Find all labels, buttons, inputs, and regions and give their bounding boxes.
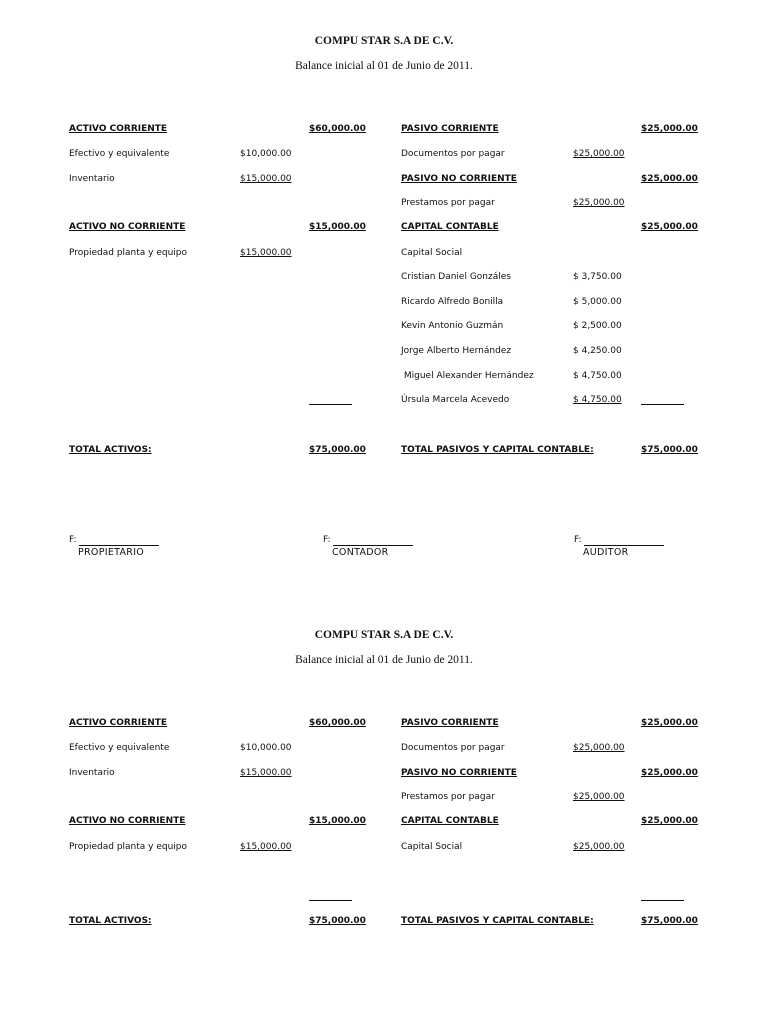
pasivo-no-corriente-total: $25,000.00 [641,174,698,184]
capital-social-label: Capital Social [401,842,463,852]
activo-no-corriente-heading: ACTIVO NO CORRIENTE [69,816,186,826]
socio-name: Cristian Daniel Gonzáles [401,272,511,282]
balance-subtitle: Balance inicial al 01 de Junio de 2011. [295,60,473,72]
signature-label-auditor: AUDITOR [583,547,629,558]
total-activos-value: $75,000.00 [309,916,366,926]
company-title: COMPU STAR S.A DE C.V. [314,629,454,641]
capital-contable-heading: CAPITAL CONTABLE [401,222,499,232]
prestamos-label: Prestamos por pagar [401,198,495,208]
documentos-label: Documentos por pagar [401,149,505,159]
activo-corriente-total: $60,000.00 [309,718,366,728]
signature-label-propietario: PROPIETARIO [78,547,145,558]
subtotal-rule-right [641,900,684,901]
signature-line [333,545,413,546]
activo-corriente-heading: ACTIVO CORRIENTE [69,124,168,134]
propiedad-label: Propiedad planta y equipo [69,842,188,852]
subtotal-rule-left [309,900,352,901]
signature-label-contador: CONTADOR [332,547,389,558]
total-pasivos-label: TOTAL PASIVOS Y CAPITAL CONTABLE: [401,916,594,926]
documentos-value: $25,000.00 [573,149,625,159]
company-title: COMPU STAR S.A DE C.V. [314,35,454,47]
signature-line [79,545,159,546]
total-pasivos-value: $75,000.00 [641,916,698,926]
prestamos-value: $25,000.00 [573,198,625,208]
propiedad-value: $15,000.00 [240,842,292,852]
balance-subtitle: Balance inicial al 01 de Junio de 2011. [295,654,473,666]
total-activos-label: TOTAL ACTIVOS: [69,445,152,455]
pasivo-no-corriente-heading: PASIVO NO CORRIENTE [401,174,517,184]
documentos-value: $25,000.00 [573,743,625,753]
activo-corriente-heading: ACTIVO CORRIENTE [69,718,168,728]
inventario-label: Inventario [69,174,115,184]
subtotal-rule-left [309,404,352,405]
socio-value: $ 4,250.00 [573,346,622,356]
capital-contable-total: $25,000.00 [641,816,698,826]
socio-name: Jorge Alberto Hernández [401,346,512,356]
prestamos-label: Prestamos por pagar [401,792,495,802]
socio-name: Miguel Alexander Hernández [401,371,534,381]
efectivo-value: $10,000.00 [240,743,292,753]
activo-no-corriente-heading: ACTIVO NO CORRIENTE [69,222,186,232]
pasivo-corriente-total: $25,000.00 [641,124,698,134]
total-pasivos-label: TOTAL PASIVOS Y CAPITAL CONTABLE: [401,445,594,455]
signature-prefix: F: [574,535,582,545]
total-activos-value: $75,000.00 [309,445,366,455]
capital-contable-heading: CAPITAL CONTABLE [401,816,499,826]
pasivo-corriente-heading: PASIVO CORRIENTE [401,718,499,728]
pasivo-no-corriente-heading: PASIVO NO CORRIENTE [401,768,517,778]
prestamos-value: $25,000.00 [573,792,625,802]
socio-name: Úrsula Marcela Acevedo [401,395,510,405]
efectivo-value: $10,000.00 [240,149,292,159]
efectivo-label: Efectivo y equivalente [69,149,170,159]
subtotal-rule-right [641,404,684,405]
signature-line [584,545,664,546]
documentos-label: Documentos por pagar [401,743,505,753]
pasivo-corriente-total: $25,000.00 [641,718,698,728]
signature-prefix: F: [69,535,77,545]
socio-name: Kevin Antonio Guzmán [401,321,504,331]
signature-prefix: F: [323,535,331,545]
activo-corriente-total: $60,000.00 [309,124,366,134]
socio-value: $ 4,750.00 [573,395,622,405]
socio-value: $ 2,500.00 [573,321,622,331]
capital-social-label: Capital Social [401,248,463,258]
inventario-label: Inventario [69,768,115,778]
capital-social-value: $25,000.00 [573,842,625,852]
inventario-value: $15,000.00 [240,768,292,778]
efectivo-label: Efectivo y equivalente [69,743,170,753]
capital-contable-total: $25,000.00 [641,222,698,232]
socio-value: $ 4,750.00 [573,371,622,381]
propiedad-value: $15,000.00 [240,248,292,258]
pasivo-no-corriente-total: $25,000.00 [641,768,698,778]
socio-value: $ 5,000.00 [573,297,622,307]
total-pasivos-value: $75,000.00 [641,445,698,455]
socio-value: $ 3,750.00 [573,272,622,282]
inventario-value: $15,000.00 [240,174,292,184]
propiedad-label: Propiedad planta y equipo [69,248,188,258]
activo-no-corriente-total: $15,000.00 [309,816,366,826]
total-activos-label: TOTAL ACTIVOS: [69,916,152,926]
pasivo-corriente-heading: PASIVO CORRIENTE [401,124,499,134]
activo-no-corriente-total: $15,000.00 [309,222,366,232]
socio-name: Ricardo Alfredo Bonilla [401,297,504,307]
